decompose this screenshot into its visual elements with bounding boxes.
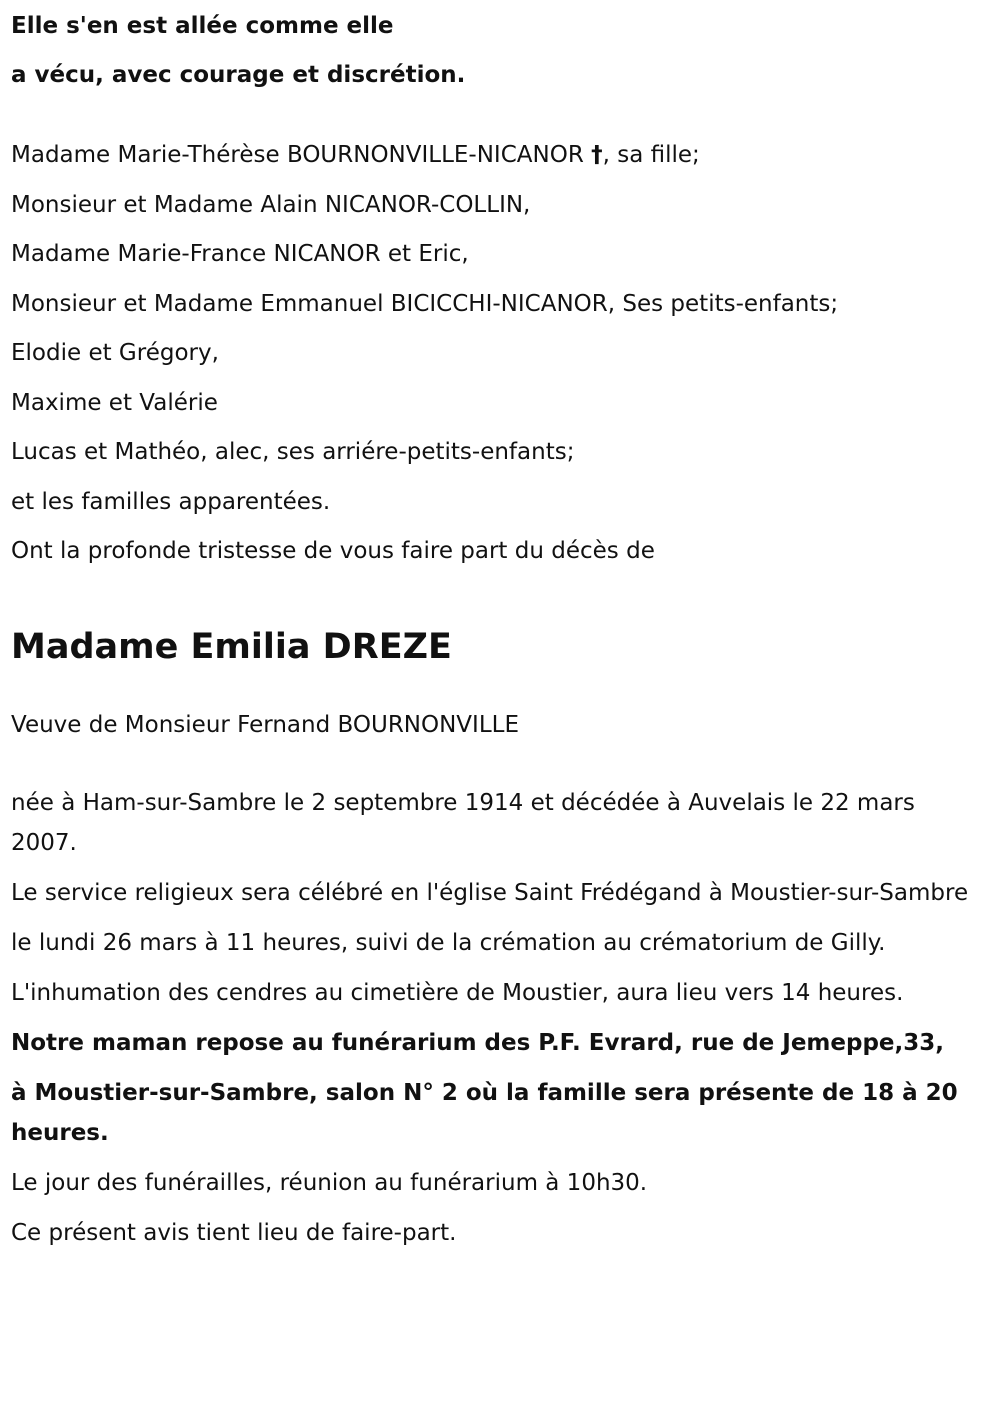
- daughter-suffix: , sa fille;: [602, 142, 700, 168]
- family-line: Madame Marie-France NICANOR et Eric,: [11, 241, 469, 267]
- service-text: Le service religieux sera célébré en l'église Saint Frédégand à Moustier-sur-Sambre: [11, 880, 969, 906]
- meeting-text: Le jour des funérailles, réunion au funérarium à 10h30.: [11, 1170, 648, 1196]
- epigraph-line-1: Elle s'en est allée comme elle: [11, 13, 394, 39]
- family-line: Maxime et Valérie: [11, 389, 218, 416]
- cross-icon: †: [591, 142, 603, 168]
- family-line: Monsieur et Madame Emmanuel BICICCHI-NICANOR, Ses petits-enfants;: [11, 290, 839, 317]
- daughter-name: Madame Marie-Thérèse BOURNONVILLE-NICANOR: [11, 142, 584, 168]
- notice-text: Ce présent avis tient lieu de faire-part.: [11, 1220, 457, 1246]
- family-line: et les familles apparentées.: [11, 488, 331, 515]
- funerarium-text-1: Notre maman repose au funérarium des P.F. Evrard, rue de Jemeppe,33,: [11, 1030, 944, 1056]
- family-line: Monsieur et Madame Alain NICANOR-COLLIN,: [11, 191, 531, 218]
- family-line: Elodie et Grégory,: [11, 340, 219, 366]
- family-daughter-line: [11, 135, 986, 175]
- deceased-name: Madame Emilia DREZE: [11, 627, 452, 667]
- widow-of-line: Veuve de Monsieur Fernand BOURNONVILLE: [11, 712, 519, 738]
- epigraph-line-2: a vécu, avec courage et discrétion.: [11, 62, 466, 88]
- inhumation-text: L'inhumation des cendres au cimetière de Moustier, aura lieu vers 14 heures.: [11, 980, 904, 1006]
- funerarium-text-2: à Moustier-sur-Sambre, salon N° 2 où la famille sera présente de 18 à 20 heures.: [11, 1080, 958, 1146]
- announcement-line: Ont la profonde tristesse de vous faire part du décès de: [11, 538, 655, 564]
- birth-death-text: née à Ham-sur-Sambre le 2 septembre 1914 et décédée à Auvelais le 22 mars 2007.: [11, 790, 915, 856]
- cremation-text: le lundi 26 mars à 11 heures, suivi de la crémation au crématorium de Gilly.: [11, 930, 886, 956]
- obituary-notice: [11, 6, 986, 1263]
- family-line: Lucas et Mathéo, alec, ses arriére-petits-enfants;: [11, 439, 575, 465]
